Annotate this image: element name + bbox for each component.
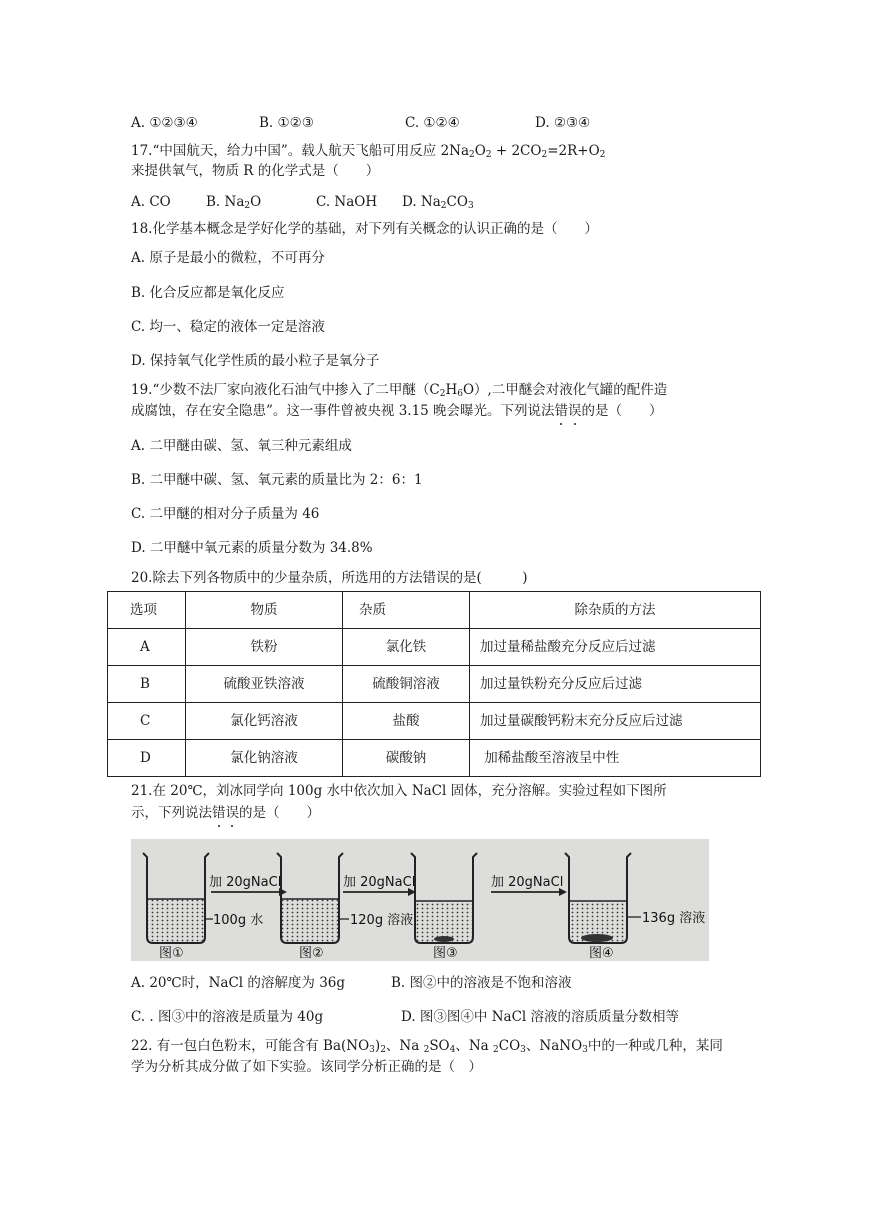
q16-option-d: D. ②③④ [535, 115, 591, 131]
fig-2-label: 图② [299, 946, 324, 961]
table-cell: 加稀盐酸至溶液呈中性 [470, 740, 761, 777]
table-row [108, 629, 761, 666]
q21-options-row1 [131, 974, 572, 992]
table-cell: 加过量稀盐酸充分反应后过滤 [470, 629, 761, 666]
q19-option-a: A. 二甲醚由碳、氢、氧三种元素组成 [131, 438, 352, 454]
table-cell: 盐酸 [343, 703, 470, 740]
fig-1-label: 图① [159, 946, 184, 961]
q20-stem: 20.除去下列各物质中的少量杂质，所选用的方法错误的是( ) [131, 570, 528, 586]
q17-option-c: C. NaOH [316, 194, 378, 210]
q22-stem-line1: 22. 有一包白色粉末，可能含有 $Ba(NO_3)_2$、Na $_2SO_4$、Na $_2CO_3$、NaNO$_3$中的一种或几种，某同 [131, 1038, 723, 1055]
q18-option-b: B. 化合反应都是氧化反应 [131, 285, 285, 301]
table-row [108, 666, 761, 703]
fig-3-label: 图③ [433, 946, 458, 961]
beaker-4-label: 136g 溶液 [642, 911, 706, 926]
table-cell: 硫酸亚铁溶液 [186, 666, 343, 703]
beaker-1-label: 100g 水 [213, 913, 264, 928]
q21-options-row2 [131, 1008, 679, 1026]
add-label-2: 加 20gNaCl [343, 875, 416, 890]
table-header-cell: 选项 [108, 592, 186, 629]
q21-stem-line1: 21.在 20℃，刘冰同学向 100g 水中依次加入 NaCl 固体，充分溶解。实验过程如下图所 [131, 783, 667, 799]
q19-stem-line1: 19.“少数不法厂家向液化石油气中掺入了二甲醚$(C_2H_6O)$,二甲醚会对液化气罐的配件造 [131, 382, 668, 399]
q16-option-c: C. ①②④ [405, 115, 460, 131]
q18-option-d: D. 保持氧气化学性质的最小粒子是氧分子 [131, 353, 380, 369]
table-cell: D [108, 740, 186, 777]
q17-option-a: A. CO [131, 194, 171, 210]
q17-stem-line2: 来提供氧气，物质 R 的化学式是（ ） [131, 163, 380, 179]
table-row [108, 740, 761, 777]
q21-stem-line2: 示，下列说法错误的是（ ） [131, 805, 320, 821]
beaker-2-label: 120g 溶液 [350, 913, 414, 928]
q16-option-a: A. ①②③④ [131, 115, 198, 131]
q16-options [131, 114, 590, 132]
q21-option-b: B. 图②中的溶液是不饱和溶液 [391, 975, 572, 991]
q18-option-c: C. 均一、稳定的液体一定是溶液 [131, 319, 325, 335]
table-cell: 硫酸铜溶液 [343, 666, 470, 703]
q19-option-c: C. 二甲醚的相对分子质量为 46 [131, 506, 320, 522]
table-cell: 氯化钠溶液 [186, 740, 343, 777]
table-cell: 氯化铁 [343, 629, 470, 666]
table-header-cell: 物质 [186, 592, 343, 629]
q17-options [131, 193, 474, 215]
table-header-row [108, 592, 761, 629]
q17-option-d: D. $Na_2CO_3$ [402, 194, 474, 211]
q21-experiment-figure [131, 839, 709, 961]
table-cell: 碳酸钠 [343, 740, 470, 777]
q21-option-d: D. 图③图④中 NaCl 溶液的溶质质量分数相等 [401, 1009, 680, 1025]
add-label-1: 加 20gNaCl [209, 875, 282, 890]
q18-stem: 18.化学基本概念是学好化学的基础，对下列有关概念的认识正确的是（ ） [131, 221, 598, 237]
fig-4-label: 图④ [589, 946, 614, 961]
table-cell: 加过量碳酸钙粉末充分反应后过滤 [470, 703, 761, 740]
table-row [108, 703, 761, 740]
q19-option-b: B. 二甲醚中碳、氢、氧元素的质量比为 2：6：1 [131, 472, 423, 488]
q17-option-b: B. $Na_2O$ [206, 194, 262, 211]
q19-stem-line2: 成腐蚀，存在安全隐患”。这一事件曾被央视 3.15 晚会曝光。下列说法错误的是（ ） [131, 403, 663, 419]
table-header-cell: 除杂质的方法 [470, 592, 761, 629]
q20-table [107, 591, 761, 777]
q19-option-d: D. 二甲醚中氧元素的质量分数为 34.8% [131, 540, 373, 556]
table-cell: C [108, 703, 186, 740]
table-cell: B [108, 666, 186, 703]
q22-stem-line2: 学为分析其成分做了如下实验。该同学分析正确的是（ ） [131, 1059, 482, 1075]
q16-option-b: B. ①②③ [259, 115, 314, 131]
q18-option-a: A. 原子是最小的微粒，不可再分 [131, 250, 325, 266]
q21-option-c: C. . 图③中的溶液是质量为 40g [131, 1009, 324, 1025]
add-label-3: 加 20gNaCl [491, 875, 564, 890]
table-cell: 铁粉 [186, 629, 343, 666]
table-cell: 氯化钙溶液 [186, 703, 343, 740]
q17-stem-line1: 17.“中国航天，给力中国”。载人航天飞船可用反应 $2Na_2O_2 + 2CO_2=2R+O_2$ [131, 143, 606, 160]
table-cell: 加过量铁粉充分反应后过滤 [470, 666, 761, 703]
q21-option-a: A. 20℃时，NaCl 的溶解度为 36g [131, 975, 346, 991]
table-cell: A [108, 629, 186, 666]
table-header-cell: 杂质 [343, 592, 470, 629]
